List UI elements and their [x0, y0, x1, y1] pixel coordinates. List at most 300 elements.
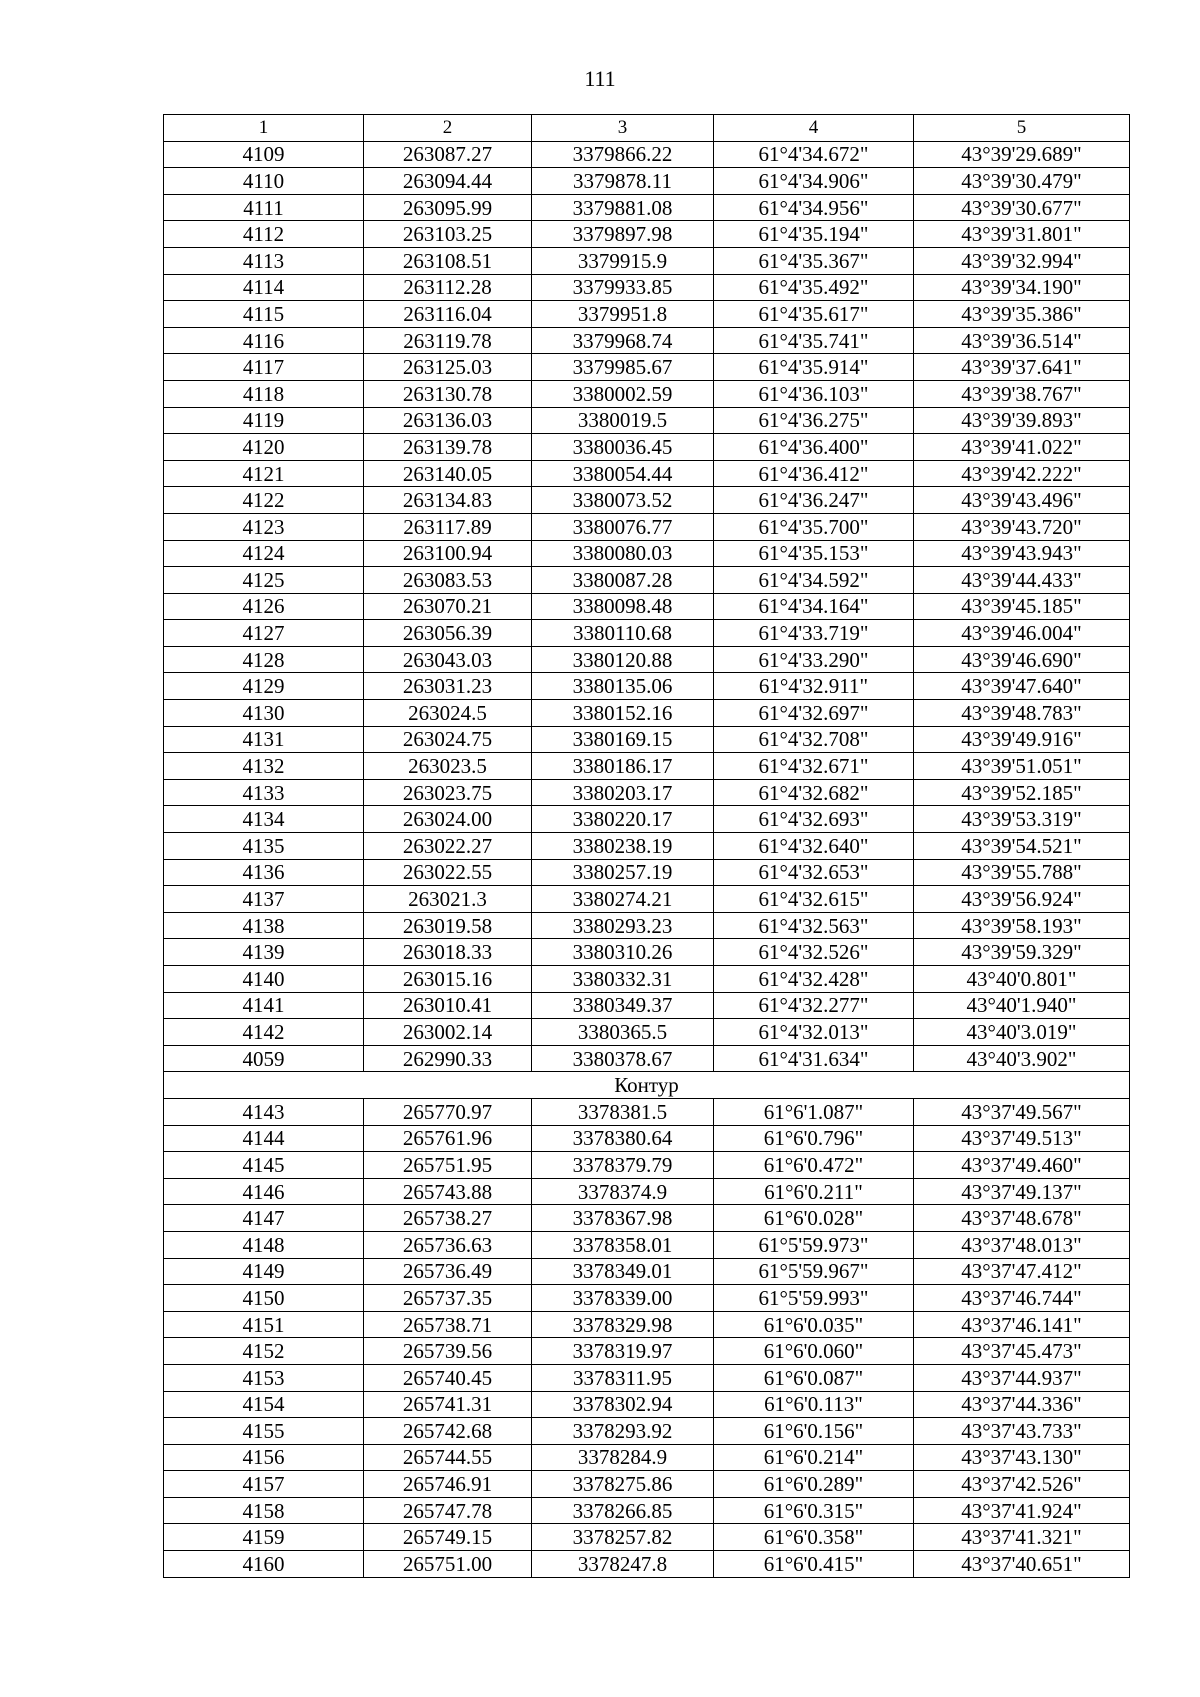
cell-y-coordinate: 3380098.48: [532, 593, 714, 620]
cell-x-coordinate: 263125.03: [364, 354, 532, 381]
cell-point-number: 4145: [164, 1152, 364, 1179]
cell-latitude: 43°39'43.720": [914, 513, 1130, 540]
cell-latitude: 43°40'1.940": [914, 992, 1130, 1019]
cell-point-number: 4149: [164, 1258, 364, 1285]
section-row: [164, 1072, 1130, 1099]
column-header-2: 2: [364, 115, 532, 142]
table-row: [164, 1471, 1130, 1498]
cell-latitude: 43°37'48.678": [914, 1205, 1130, 1232]
cell-longitude: 61°4'36.247": [714, 487, 914, 514]
cell-point-number: 4110: [164, 168, 364, 195]
cell-point-number: 4117: [164, 354, 364, 381]
table-row: [164, 1364, 1130, 1391]
table-row: [164, 833, 1130, 860]
cell-longitude: 61°4'32.277": [714, 992, 914, 1019]
cell-longitude: 61°4'32.671": [714, 753, 914, 780]
table-row: [164, 567, 1130, 594]
cell-x-coordinate: 263056.39: [364, 620, 532, 647]
table-row: [164, 1098, 1130, 1125]
cell-point-number: 4135: [164, 833, 364, 860]
cell-x-coordinate: 263070.21: [364, 593, 532, 620]
cell-longitude: 61°6'0.113": [714, 1391, 914, 1418]
cell-point-number: 4159: [164, 1524, 364, 1551]
cell-point-number: 4119: [164, 407, 364, 434]
table-row: [164, 1285, 1130, 1312]
cell-x-coordinate: 263023.75: [364, 779, 532, 806]
cell-longitude: 61°6'0.315": [714, 1497, 914, 1524]
cell-y-coordinate: 3378311.95: [532, 1364, 714, 1391]
cell-point-number: 4112: [164, 221, 364, 248]
cell-x-coordinate: 265742.68: [364, 1418, 532, 1445]
cell-longitude: 61°4'35.492": [714, 274, 914, 301]
cell-x-coordinate: 263103.25: [364, 221, 532, 248]
cell-y-coordinate: 3379881.08: [532, 194, 714, 221]
cell-longitude: 61°6'1.087": [714, 1098, 914, 1125]
cell-point-number: 4127: [164, 620, 364, 647]
table-row: [164, 168, 1130, 195]
cell-x-coordinate: 265737.35: [364, 1285, 532, 1312]
section-label: Контур: [164, 1072, 1130, 1099]
cell-latitude: 43°37'43.130": [914, 1444, 1130, 1471]
cell-y-coordinate: 3380073.52: [532, 487, 714, 514]
cell-longitude: 61°4'34.672": [714, 141, 914, 168]
cell-y-coordinate: 3379915.9: [532, 247, 714, 274]
cell-y-coordinate: 3380110.68: [532, 620, 714, 647]
cell-latitude: 43°37'44.336": [914, 1391, 1130, 1418]
cell-y-coordinate: 3380135.06: [532, 673, 714, 700]
cell-x-coordinate: 263119.78: [364, 327, 532, 354]
table-row: [164, 646, 1130, 673]
cell-longitude: 61°4'35.700": [714, 513, 914, 540]
cell-x-coordinate: 265747.78: [364, 1497, 532, 1524]
table-row: [164, 380, 1130, 407]
cell-y-coordinate: 3378293.92: [532, 1418, 714, 1445]
cell-longitude: 61°4'32.563": [714, 912, 914, 939]
cell-point-number: 4152: [164, 1338, 364, 1365]
cell-latitude: 43°39'29.689": [914, 141, 1130, 168]
cell-point-number: 4125: [164, 567, 364, 594]
cell-latitude: 43°37'43.733": [914, 1418, 1130, 1445]
cell-latitude: 43°39'59.329": [914, 939, 1130, 966]
cell-latitude: 43°39'41.022": [914, 434, 1130, 461]
cell-x-coordinate: 265751.00: [364, 1551, 532, 1578]
table-row: [164, 354, 1130, 381]
cell-longitude: 61°4'35.914": [714, 354, 914, 381]
table-row: [164, 540, 1130, 567]
cell-latitude: 43°37'49.513": [914, 1125, 1130, 1152]
cell-y-coordinate: 3380169.15: [532, 726, 714, 753]
cell-x-coordinate: 263100.94: [364, 540, 532, 567]
cell-x-coordinate: 263018.33: [364, 939, 532, 966]
cell-x-coordinate: 265738.71: [364, 1311, 532, 1338]
cell-x-coordinate: 265739.56: [364, 1338, 532, 1365]
cell-point-number: 4121: [164, 460, 364, 487]
cell-longitude: 61°4'32.708": [714, 726, 914, 753]
cell-x-coordinate: 263015.16: [364, 966, 532, 993]
cell-x-coordinate: 265770.97: [364, 1098, 532, 1125]
cell-point-number: 4123: [164, 513, 364, 540]
cell-longitude: 61°4'34.906": [714, 168, 914, 195]
table-row: [164, 407, 1130, 434]
column-header-1: 1: [164, 115, 364, 142]
cell-latitude: 43°39'49.916": [914, 726, 1130, 753]
cell-y-coordinate: 3380293.23: [532, 912, 714, 939]
cell-y-coordinate: 3379878.11: [532, 168, 714, 195]
cell-longitude: 61°4'32.653": [714, 859, 914, 886]
cell-longitude: 61°6'0.796": [714, 1125, 914, 1152]
table-row: [164, 1019, 1130, 1046]
cell-y-coordinate: 3380087.28: [532, 567, 714, 594]
table-row: [164, 301, 1130, 328]
cell-point-number: 4148: [164, 1231, 364, 1258]
table-row: [164, 620, 1130, 647]
table-row: [164, 700, 1130, 727]
cell-point-number: 4124: [164, 540, 364, 567]
cell-latitude: 43°37'49.460": [914, 1152, 1130, 1179]
cell-latitude: 43°39'46.690": [914, 646, 1130, 673]
cell-point-number: 4138: [164, 912, 364, 939]
cell-x-coordinate: 263010.41: [364, 992, 532, 1019]
cell-x-coordinate: 263116.04: [364, 301, 532, 328]
cell-latitude: 43°40'0.801": [914, 966, 1130, 993]
column-header-5: 5: [914, 115, 1130, 142]
cell-longitude: 61°4'35.617": [714, 301, 914, 328]
cell-longitude: 61°4'33.290": [714, 646, 914, 673]
table-row: [164, 141, 1130, 168]
table-row: [164, 753, 1130, 780]
table-row: [164, 1178, 1130, 1205]
table-row: [164, 1444, 1130, 1471]
table-row: [164, 1338, 1130, 1365]
cell-y-coordinate: 3379951.8: [532, 301, 714, 328]
cell-longitude: 61°4'35.194": [714, 221, 914, 248]
cell-longitude: 61°6'0.060": [714, 1338, 914, 1365]
cell-point-number: 4141: [164, 992, 364, 1019]
cell-longitude: 61°4'32.615": [714, 886, 914, 913]
cell-y-coordinate: 3380332.31: [532, 966, 714, 993]
table-row: [164, 1391, 1130, 1418]
cell-point-number: 4137: [164, 886, 364, 913]
cell-longitude: 61°4'31.634": [714, 1045, 914, 1072]
cell-longitude: 61°6'0.415": [714, 1551, 914, 1578]
cell-x-coordinate: 263095.99: [364, 194, 532, 221]
cell-x-coordinate: 263112.28: [364, 274, 532, 301]
cell-y-coordinate: 3380080.03: [532, 540, 714, 567]
cell-longitude: 61°4'35.367": [714, 247, 914, 274]
cell-point-number: 4133: [164, 779, 364, 806]
cell-y-coordinate: 3380274.21: [532, 886, 714, 913]
cell-y-coordinate: 3380186.17: [532, 753, 714, 780]
cell-x-coordinate: 263024.75: [364, 726, 532, 753]
cell-point-number: 4113: [164, 247, 364, 274]
cell-point-number: 4132: [164, 753, 364, 780]
cell-point-number: 4146: [164, 1178, 364, 1205]
cell-y-coordinate: 3380019.5: [532, 407, 714, 434]
cell-latitude: 43°39'38.767": [914, 380, 1130, 407]
cell-x-coordinate: 263022.55: [364, 859, 532, 886]
cell-latitude: 43°37'49.137": [914, 1178, 1130, 1205]
cell-x-coordinate: 263022.27: [364, 833, 532, 860]
cell-point-number: 4128: [164, 646, 364, 673]
table-row: [164, 1524, 1130, 1551]
cell-x-coordinate: 263117.89: [364, 513, 532, 540]
cell-longitude: 61°6'0.289": [714, 1471, 914, 1498]
cell-y-coordinate: 3380349.37: [532, 992, 714, 1019]
cell-y-coordinate: 3378266.85: [532, 1497, 714, 1524]
cell-x-coordinate: 263021.3: [364, 886, 532, 913]
cell-y-coordinate: 3379897.98: [532, 221, 714, 248]
column-header-3: 3: [532, 115, 714, 142]
cell-x-coordinate: 262990.33: [364, 1045, 532, 1072]
cell-y-coordinate: 3379968.74: [532, 327, 714, 354]
cell-point-number: 4140: [164, 966, 364, 993]
cell-latitude: 43°39'48.783": [914, 700, 1130, 727]
cell-point-number: 4144: [164, 1125, 364, 1152]
cell-latitude: 43°37'44.937": [914, 1364, 1130, 1391]
cell-latitude: 43°39'42.222": [914, 460, 1130, 487]
cell-point-number: 4126: [164, 593, 364, 620]
cell-x-coordinate: 263140.05: [364, 460, 532, 487]
table-header-row: [164, 115, 1130, 142]
cell-point-number: 4136: [164, 859, 364, 886]
cell-latitude: 43°39'30.677": [914, 194, 1130, 221]
cell-x-coordinate: 265761.96: [364, 1125, 532, 1152]
cell-y-coordinate: 3380036.45: [532, 434, 714, 461]
table-row: [164, 1152, 1130, 1179]
cell-latitude: 43°39'30.479": [914, 168, 1130, 195]
cell-latitude: 43°37'47.412": [914, 1258, 1130, 1285]
cell-y-coordinate: 3380152.16: [532, 700, 714, 727]
cell-x-coordinate: 263130.78: [364, 380, 532, 407]
cell-point-number: 4142: [164, 1019, 364, 1046]
cell-y-coordinate: 3378358.01: [532, 1231, 714, 1258]
table-row: [164, 221, 1130, 248]
cell-x-coordinate: 263024.5: [364, 700, 532, 727]
cell-point-number: 4156: [164, 1444, 364, 1471]
table-row: [164, 1258, 1130, 1285]
cell-latitude: 43°39'51.051": [914, 753, 1130, 780]
cell-point-number: 4151: [164, 1311, 364, 1338]
cell-point-number: 4118: [164, 380, 364, 407]
cell-longitude: 61°4'32.526": [714, 939, 914, 966]
cell-longitude: 61°6'0.035": [714, 1311, 914, 1338]
table-row: [164, 726, 1130, 753]
cell-latitude: 43°37'40.651": [914, 1551, 1130, 1578]
cell-point-number: 4155: [164, 1418, 364, 1445]
table-row: [164, 1497, 1130, 1524]
cell-longitude: 61°4'36.103": [714, 380, 914, 407]
cell-y-coordinate: 3378257.82: [532, 1524, 714, 1551]
cell-y-coordinate: 3379985.67: [532, 354, 714, 381]
cell-y-coordinate: 3378284.9: [532, 1444, 714, 1471]
cell-latitude: 43°39'46.004": [914, 620, 1130, 647]
cell-latitude: 43°37'45.473": [914, 1338, 1130, 1365]
cell-x-coordinate: 265738.27: [364, 1205, 532, 1232]
cell-x-coordinate: 263087.27: [364, 141, 532, 168]
cell-latitude: 43°39'36.514": [914, 327, 1130, 354]
cell-point-number: 4059: [164, 1045, 364, 1072]
cell-latitude: 43°39'56.924": [914, 886, 1130, 913]
cell-y-coordinate: 3378302.94: [532, 1391, 714, 1418]
cell-x-coordinate: 263094.44: [364, 168, 532, 195]
cell-longitude: 61°4'35.153": [714, 540, 914, 567]
table-row: [164, 779, 1130, 806]
cell-longitude: 61°4'32.013": [714, 1019, 914, 1046]
cell-latitude: 43°39'55.788": [914, 859, 1130, 886]
cell-x-coordinate: 263031.23: [364, 673, 532, 700]
cell-y-coordinate: 3378381.5: [532, 1098, 714, 1125]
cell-latitude: 43°39'34.190": [914, 274, 1130, 301]
cell-latitude: 43°39'39.893": [914, 407, 1130, 434]
cell-y-coordinate: 3380203.17: [532, 779, 714, 806]
cell-longitude: 61°6'0.211": [714, 1178, 914, 1205]
cell-y-coordinate: 3380310.26: [532, 939, 714, 966]
cell-longitude: 61°4'32.911": [714, 673, 914, 700]
cell-x-coordinate: 265743.88: [364, 1178, 532, 1205]
cell-longitude: 61°5'59.993": [714, 1285, 914, 1312]
table-row: [164, 327, 1130, 354]
table-row: [164, 247, 1130, 274]
cell-latitude: 43°39'45.185": [914, 593, 1130, 620]
cell-point-number: 4109: [164, 141, 364, 168]
cell-longitude: 61°6'0.358": [714, 1524, 914, 1551]
cell-latitude: 43°37'46.744": [914, 1285, 1130, 1312]
cell-latitude: 43°39'52.185": [914, 779, 1130, 806]
table-row: [164, 1551, 1130, 1578]
cell-longitude: 61°6'0.156": [714, 1418, 914, 1445]
cell-point-number: 4150: [164, 1285, 364, 1312]
table-row: [164, 460, 1130, 487]
cell-latitude: 43°37'42.526": [914, 1471, 1130, 1498]
cell-y-coordinate: 3378319.97: [532, 1338, 714, 1365]
table-row: [164, 1125, 1130, 1152]
cell-point-number: 4143: [164, 1098, 364, 1125]
cell-y-coordinate: 3380054.44: [532, 460, 714, 487]
cell-y-coordinate: 3379933.85: [532, 274, 714, 301]
cell-longitude: 61°6'0.472": [714, 1152, 914, 1179]
table-row: [164, 274, 1130, 301]
cell-latitude: 43°39'43.943": [914, 540, 1130, 567]
cell-latitude: 43°39'53.319": [914, 806, 1130, 833]
table-row: [164, 1231, 1130, 1258]
cell-longitude: 61°5'59.967": [714, 1258, 914, 1285]
cell-point-number: 4157: [164, 1471, 364, 1498]
table-row: [164, 673, 1130, 700]
cell-x-coordinate: 263043.03: [364, 646, 532, 673]
cell-point-number: 4115: [164, 301, 364, 328]
cell-longitude: 61°4'32.693": [714, 806, 914, 833]
cell-latitude: 43°37'41.924": [914, 1497, 1130, 1524]
cell-y-coordinate: 3378374.9: [532, 1178, 714, 1205]
table-row: [164, 966, 1130, 993]
cell-y-coordinate: 3379866.22: [532, 141, 714, 168]
cell-longitude: 61°4'36.400": [714, 434, 914, 461]
cell-point-number: 4131: [164, 726, 364, 753]
cell-x-coordinate: 263134.83: [364, 487, 532, 514]
cell-longitude: 61°4'32.428": [714, 966, 914, 993]
cell-longitude: 61°4'36.275": [714, 407, 914, 434]
table-row: [164, 1205, 1130, 1232]
cell-y-coordinate: 3378379.79: [532, 1152, 714, 1179]
cell-point-number: 4120: [164, 434, 364, 461]
cell-latitude: 43°40'3.019": [914, 1019, 1130, 1046]
cell-point-number: 4129: [164, 673, 364, 700]
cell-y-coordinate: 3380002.59: [532, 380, 714, 407]
cell-x-coordinate: 263139.78: [364, 434, 532, 461]
cell-point-number: 4160: [164, 1551, 364, 1578]
cell-latitude: 43°39'58.193": [914, 912, 1130, 939]
cell-latitude: 43°37'48.013": [914, 1231, 1130, 1258]
cell-y-coordinate: 3378367.98: [532, 1205, 714, 1232]
cell-longitude: 61°4'33.719": [714, 620, 914, 647]
table-row: [164, 912, 1130, 939]
cell-y-coordinate: 3380076.77: [532, 513, 714, 540]
cell-latitude: 43°37'41.321": [914, 1524, 1130, 1551]
cell-latitude: 43°37'46.141": [914, 1311, 1130, 1338]
table-row: [164, 1045, 1130, 1072]
cell-point-number: 4147: [164, 1205, 364, 1232]
cell-x-coordinate: 263108.51: [364, 247, 532, 274]
cell-point-number: 4114: [164, 274, 364, 301]
cell-x-coordinate: 263019.58: [364, 912, 532, 939]
cell-x-coordinate: 263024.00: [364, 806, 532, 833]
cell-y-coordinate: 3380220.17: [532, 806, 714, 833]
cell-point-number: 4158: [164, 1497, 364, 1524]
table-row: [164, 487, 1130, 514]
cell-x-coordinate: 265751.95: [364, 1152, 532, 1179]
cell-y-coordinate: 3378380.64: [532, 1125, 714, 1152]
cell-y-coordinate: 3380257.19: [532, 859, 714, 886]
cell-point-number: 4139: [164, 939, 364, 966]
table-row: [164, 194, 1130, 221]
cell-x-coordinate: 265736.49: [364, 1258, 532, 1285]
cell-longitude: 61°5'59.973": [714, 1231, 914, 1258]
coordinates-table: [163, 114, 1130, 1578]
cell-point-number: 4130: [164, 700, 364, 727]
cell-latitude: 43°40'3.902": [914, 1045, 1130, 1072]
cell-latitude: 43°39'35.386": [914, 301, 1130, 328]
cell-longitude: 61°6'0.087": [714, 1364, 914, 1391]
cell-x-coordinate: 265740.45: [364, 1364, 532, 1391]
cell-latitude: 43°39'31.801": [914, 221, 1130, 248]
table-row: [164, 1311, 1130, 1338]
table-row: [164, 593, 1130, 620]
cell-x-coordinate: 265749.15: [364, 1524, 532, 1551]
cell-longitude: 61°4'32.697": [714, 700, 914, 727]
cell-y-coordinate: 3378247.8: [532, 1551, 714, 1578]
cell-y-coordinate: 3380238.19: [532, 833, 714, 860]
table-row: [164, 806, 1130, 833]
table-row: [164, 1418, 1130, 1445]
cell-latitude: 43°39'37.641": [914, 354, 1130, 381]
page-number: 111: [584, 66, 616, 91]
table-row: [164, 859, 1130, 886]
cell-longitude: 61°4'34.164": [714, 593, 914, 620]
cell-y-coordinate: 3378329.98: [532, 1311, 714, 1338]
cell-latitude: 43°39'47.640": [914, 673, 1130, 700]
table-body: [164, 141, 1130, 1577]
cell-longitude: 61°4'34.956": [714, 194, 914, 221]
cell-x-coordinate: 263083.53: [364, 567, 532, 594]
cell-longitude: 61°4'36.412": [714, 460, 914, 487]
cell-longitude: 61°4'35.741": [714, 327, 914, 354]
cell-longitude: 61°4'32.682": [714, 779, 914, 806]
cell-y-coordinate: 3380120.88: [532, 646, 714, 673]
table-row: [164, 992, 1130, 1019]
cell-longitude: 61°4'34.592": [714, 567, 914, 594]
cell-latitude: 43°37'49.567": [914, 1098, 1130, 1125]
cell-x-coordinate: 265741.31: [364, 1391, 532, 1418]
